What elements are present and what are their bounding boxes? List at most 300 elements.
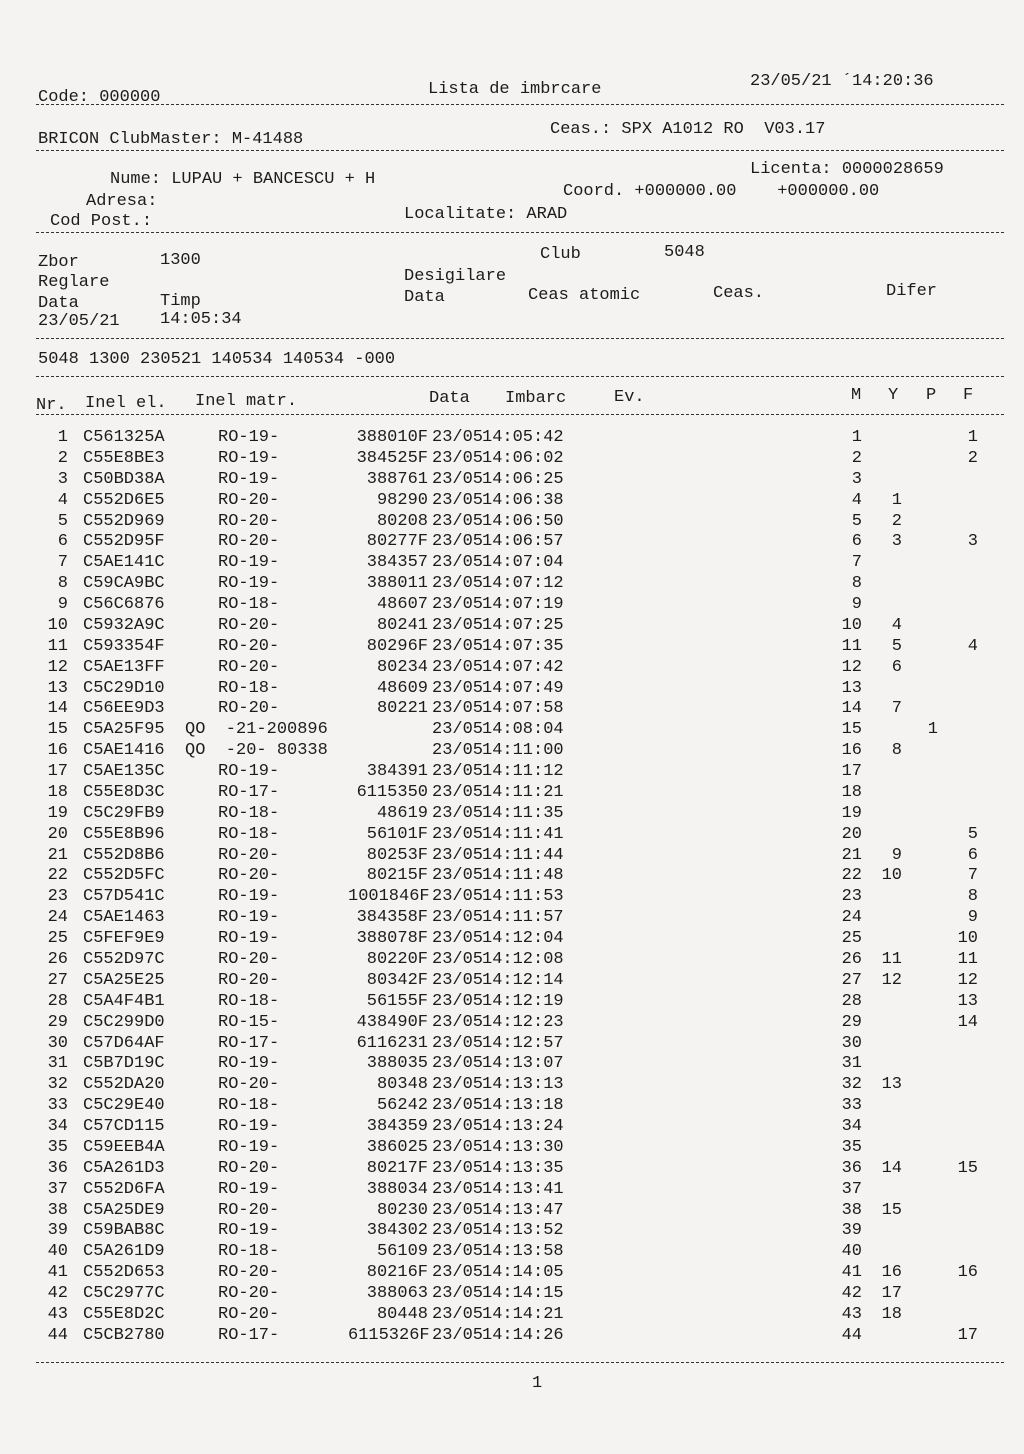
row-nr: 4: [57, 491, 68, 510]
setting-date: 23/05/21: [38, 312, 120, 331]
arrival-date: 23/05: [432, 449, 484, 468]
ring-electronic: C57D541C: [83, 887, 165, 906]
ring-prefix: RO-17-: [218, 1034, 280, 1053]
rank-y: 4: [891, 616, 902, 635]
code: Code: 000000: [38, 88, 161, 107]
arrival-time: 14:07:42: [482, 658, 564, 677]
rank-y: 2: [891, 512, 902, 531]
arrival-date: 23/05: [432, 658, 484, 677]
arrival-time: 14:07:25: [482, 616, 564, 635]
arrival-date: 23/05: [432, 741, 484, 760]
ring-electronic: C5A25E25: [83, 971, 165, 990]
arrival-date: 23/05: [432, 679, 484, 698]
rank-f: 6: [967, 846, 978, 865]
arrival-time: 14:13:24: [482, 1117, 564, 1136]
rank-m: 38: [841, 1201, 862, 1220]
ring-number: 80277F: [366, 532, 428, 551]
row-nr: 16: [47, 741, 68, 760]
divider: [36, 414, 1004, 415]
time-label: Timp: [160, 292, 201, 311]
arrival-date: 23/05: [432, 532, 484, 551]
rank-y: 5: [891, 637, 902, 656]
col-inel-el: Inel el.: [85, 394, 167, 413]
arrival-time: 14:14:05: [482, 1263, 564, 1282]
rank-f: 4: [967, 637, 978, 656]
ring-electronic: C59EEB4A: [83, 1138, 165, 1157]
rank-f: 2: [967, 449, 978, 468]
divider: [36, 232, 1004, 233]
ring-prefix: RO-19-: [218, 1054, 280, 1073]
col-p: P: [926, 386, 937, 405]
ring-electronic: C5CB2780: [83, 1326, 165, 1345]
row-nr: 12: [47, 658, 68, 677]
rank-p: 1: [927, 720, 938, 739]
arrival-time: 14:13:58: [482, 1242, 564, 1261]
arrival-time: 14:05:42: [482, 428, 564, 447]
rank-m: 44: [841, 1326, 862, 1345]
rank-y: 11: [881, 950, 902, 969]
ring-number: 384358F: [356, 908, 428, 927]
arrival-date: 23/05: [432, 616, 484, 635]
rank-f: 1: [967, 428, 978, 447]
arrival-time: 14:13:13: [482, 1075, 564, 1094]
ring-electronic: C552D6E5: [83, 491, 165, 510]
rank-y: 3: [891, 532, 902, 551]
ring-electronic: C552D6FA: [83, 1180, 165, 1199]
ring-prefix: RO-19-: [218, 1117, 280, 1136]
unsealing-date-label: Data: [404, 288, 445, 307]
arrival-date: 23/05: [432, 1263, 484, 1282]
arrival-date: 23/05: [432, 699, 484, 718]
ring-electronic: C5A261D3: [83, 1159, 165, 1178]
ring-prefix: RO-20-: [218, 699, 280, 718]
arrival-date: 23/05: [432, 866, 484, 885]
row-nr: 34: [47, 1117, 68, 1136]
rank-m: 16: [841, 741, 862, 760]
arrival-date: 23/05: [432, 1305, 484, 1324]
row-nr: 36: [47, 1159, 68, 1178]
rank-y: 6: [891, 658, 902, 677]
arrival-date: 23/05: [432, 846, 484, 865]
rank-m: 43: [841, 1305, 862, 1324]
arrival-date: 23/05: [432, 512, 484, 531]
ring-prefix: RO-18-: [218, 595, 280, 614]
ring-prefix: RO-18-: [218, 679, 280, 698]
arrival-time: 14:14:26: [482, 1326, 564, 1345]
arrival-time: 14:07:35: [482, 637, 564, 656]
rank-f: 11: [957, 950, 978, 969]
rank-y: 10: [881, 866, 902, 885]
rank-y: 1: [891, 491, 902, 510]
rank-m: 15: [841, 720, 862, 739]
arrival-date: 23/05: [432, 470, 484, 489]
ring-prefix: RO-19-: [218, 908, 280, 927]
ring-number: 80215F: [366, 866, 428, 885]
ring-number: 386025: [366, 1138, 428, 1157]
arrival-time: 14:11:44: [482, 846, 564, 865]
ring-number: 80296F: [366, 637, 428, 656]
arrival-time: 14:11:41: [482, 825, 564, 844]
arrival-time: 14:11:12: [482, 762, 564, 781]
ring-prefix: RO-19-: [218, 574, 280, 593]
ring-electronic: C5AE1463: [83, 908, 165, 927]
setting-label: Reglare: [38, 273, 110, 292]
ring-electronic: C56C6876: [83, 595, 165, 614]
rank-m: 27: [841, 971, 862, 990]
ring-number: 384525F: [356, 449, 428, 468]
row-nr: 25: [47, 929, 68, 948]
row-nr: 26: [47, 950, 68, 969]
arrival-date: 23/05: [432, 595, 484, 614]
rank-m: 1: [851, 428, 862, 447]
ring-number: 384302: [366, 1221, 428, 1240]
ring-prefix: RO-20-: [218, 846, 280, 865]
ring-prefix: RO-20-: [218, 1075, 280, 1094]
rank-y: 13: [881, 1075, 902, 1094]
row-nr: 31: [47, 1054, 68, 1073]
row-nr: 42: [47, 1284, 68, 1303]
arrival-time: 14:11:53: [482, 887, 564, 906]
arrival-time: 14:14:21: [482, 1305, 564, 1324]
arrival-time: 14:08:04: [482, 720, 564, 739]
row-nr: 7: [57, 553, 68, 572]
row-nr: 21: [47, 846, 68, 865]
rank-m: 13: [841, 679, 862, 698]
rank-y: 8: [891, 741, 902, 760]
address-label: Adresa:: [86, 192, 158, 211]
divider: [36, 104, 1004, 105]
row-nr: 23: [47, 887, 68, 906]
divider: [36, 338, 1004, 339]
arrival-time: 14:14:15: [482, 1284, 564, 1303]
row-nr: 13: [47, 679, 68, 698]
rank-f: 14: [957, 1013, 978, 1032]
arrival-date: 23/05: [432, 1221, 484, 1240]
row-nr: 24: [47, 908, 68, 927]
row-nr: 29: [47, 1013, 68, 1032]
ring-number: 98290: [376, 491, 428, 510]
ring-number: 80230: [376, 1201, 428, 1220]
rank-m: 28: [841, 992, 862, 1011]
rank-y: 18: [881, 1305, 902, 1324]
clock-label: Ceas.: [713, 284, 765, 303]
ring-electronic: C55E8B96: [83, 825, 165, 844]
ring-prefix: QO -20- 80338: [185, 741, 328, 760]
ring-prefix: RO-20-: [218, 512, 280, 531]
ring-prefix: RO-20-: [218, 1305, 280, 1324]
ring-number: 56101F: [366, 825, 428, 844]
row-nr: 37: [47, 1180, 68, 1199]
rank-m: 14: [841, 699, 862, 718]
arrival-date: 23/05: [432, 720, 484, 739]
difference-label: Difer: [886, 282, 938, 301]
ring-prefix: RO-19-: [218, 553, 280, 572]
ring-electronic: C5A4F4B1: [83, 992, 165, 1011]
ring-prefix: RO-18-: [218, 804, 280, 823]
rank-m: 3: [851, 470, 862, 489]
col-y: Y: [888, 386, 899, 405]
rank-f: 7: [967, 866, 978, 885]
ring-prefix: RO-19-: [218, 470, 280, 489]
ring-prefix: RO-17-: [218, 783, 280, 802]
arrival-time: 14:11:35: [482, 804, 564, 823]
row-nr: 10: [47, 616, 68, 635]
rank-m: 37: [841, 1180, 862, 1199]
arrival-date: 23/05: [432, 1138, 484, 1157]
arrival-time: 14:12:08: [482, 950, 564, 969]
arrival-time: 14:13:35: [482, 1159, 564, 1178]
arrival-date: 23/05: [432, 1054, 484, 1073]
ring-electronic: C5C29E40: [83, 1096, 165, 1115]
rank-f: 12: [957, 971, 978, 990]
ring-number: 48607: [376, 595, 428, 614]
ring-number: 6115326F: [348, 1326, 430, 1345]
row-nr: 18: [47, 783, 68, 802]
ring-number: 80241: [376, 616, 428, 635]
ring-prefix: RO-20-: [218, 1201, 280, 1220]
setting-time: 14:05:34: [160, 310, 242, 329]
arrival-date: 23/05: [432, 992, 484, 1011]
rank-y: 12: [881, 971, 902, 990]
row-nr: 15: [47, 720, 68, 739]
atomic-clock-label: Ceas atomic: [528, 286, 641, 305]
rank-m: 11: [841, 637, 862, 656]
rank-f: 3: [967, 532, 978, 551]
row-nr: 32: [47, 1075, 68, 1094]
row-nr: 39: [47, 1221, 68, 1240]
ring-electronic: C552D653: [83, 1263, 165, 1282]
document-title: Lista de imbrcare: [428, 80, 602, 99]
row-nr: 20: [47, 825, 68, 844]
arrival-date: 23/05: [432, 574, 484, 593]
arrival-time: 14:13:47: [482, 1201, 564, 1220]
col-nr: Nr.: [36, 396, 67, 415]
row-nr: 11: [47, 637, 68, 656]
arrival-date: 23/05: [432, 1326, 484, 1345]
ring-prefix: RO-20-: [218, 637, 280, 656]
row-nr: 28: [47, 992, 68, 1011]
arrival-time: 14:06:02: [482, 449, 564, 468]
rank-m: 7: [851, 553, 862, 572]
col-ev: Ev.: [614, 388, 645, 407]
ring-number: 80234: [376, 658, 428, 677]
row-nr: 27: [47, 971, 68, 990]
row-nr: 1: [57, 428, 68, 447]
summary-line: 5048 1300 230521 140534 140534 -000: [38, 350, 396, 369]
rank-y: 7: [891, 699, 902, 718]
clubmaster: BRICON ClubMaster: M-41488: [38, 130, 304, 149]
rank-m: 18: [841, 783, 862, 802]
rank-m: 21: [841, 846, 862, 865]
ring-prefix: RO-20-: [218, 491, 280, 510]
row-nr: 8: [57, 574, 68, 593]
ring-prefix: RO-18-: [218, 1242, 280, 1261]
rank-m: 2: [851, 449, 862, 468]
ring-electronic: C552D95F: [83, 532, 165, 551]
ring-number: 384357: [366, 553, 428, 572]
arrival-date: 23/05: [432, 553, 484, 572]
ring-number: 56109: [376, 1242, 428, 1261]
ring-electronic: C5C29FB9: [83, 804, 165, 823]
ring-number: 6116231: [356, 1034, 428, 1053]
coordinates: Coord. +000000.00 +000000.00: [563, 182, 880, 201]
ring-electronic: C5AE141C: [83, 553, 165, 572]
club-value: 5048: [664, 243, 705, 262]
ring-electronic: C5A261D9: [83, 1242, 165, 1261]
rank-m: 19: [841, 804, 862, 823]
ring-prefix: RO-19-: [218, 428, 280, 447]
rank-m: 6: [851, 532, 862, 551]
row-nr: 41: [47, 1263, 68, 1282]
arrival-time: 14:11:57: [482, 908, 564, 927]
arrival-time: 14:07:58: [482, 699, 564, 718]
ring-prefix: RO-18-: [218, 1096, 280, 1115]
ring-prefix: RO-19-: [218, 1180, 280, 1199]
ring-number: 388011: [366, 574, 428, 593]
arrival-date: 23/05: [432, 1180, 484, 1199]
ring-prefix: RO-19-: [218, 887, 280, 906]
arrival-time: 14:06:57: [482, 532, 564, 551]
arrival-time: 14:12:14: [482, 971, 564, 990]
ring-electronic: C5A25DE9: [83, 1201, 165, 1220]
rank-m: 36: [841, 1159, 862, 1178]
arrival-time: 14:06:50: [482, 512, 564, 531]
ring-number: 80220F: [366, 950, 428, 969]
col-f: F: [963, 386, 974, 405]
flight-value: 1300: [160, 251, 201, 270]
arrival-time: 14:07:19: [482, 595, 564, 614]
ring-electronic: C55E8BE3: [83, 449, 165, 468]
rank-m: 12: [841, 658, 862, 677]
ring-prefix: RO-18-: [218, 992, 280, 1011]
rank-y: 17: [881, 1284, 902, 1303]
rank-y: 16: [881, 1263, 902, 1282]
rank-m: 33: [841, 1096, 862, 1115]
arrival-date: 23/05: [432, 637, 484, 656]
rank-m: 42: [841, 1284, 862, 1303]
col-m: M: [851, 386, 862, 405]
row-nr: 3: [57, 470, 68, 489]
ring-electronic: C593354F: [83, 637, 165, 656]
ring-electronic: C5FEF9E9: [83, 929, 165, 948]
ring-electronic: C5C299D0: [83, 1013, 165, 1032]
rank-y: 14: [881, 1159, 902, 1178]
ring-number: 56242: [376, 1096, 428, 1115]
arrival-date: 23/05: [432, 1013, 484, 1032]
ring-number: 80217F: [366, 1159, 428, 1178]
owner-name: Nume: LUPAU + BANCESCU + H: [110, 170, 376, 189]
unsealing-label: Desigilare: [404, 267, 507, 286]
ring-prefix: RO-20-: [218, 950, 280, 969]
row-nr: 30: [47, 1034, 68, 1053]
row-nr: 6: [57, 532, 68, 551]
ring-prefix: RO-20-: [218, 1159, 280, 1178]
arrival-time: 14:13:30: [482, 1138, 564, 1157]
arrival-time: 14:07:49: [482, 679, 564, 698]
arrival-time: 14:12:57: [482, 1034, 564, 1053]
rank-f: 17: [957, 1326, 978, 1345]
rank-m: 22: [841, 866, 862, 885]
ring-number: 384359: [366, 1117, 428, 1136]
row-nr: 5: [57, 512, 68, 531]
arrival-date: 23/05: [432, 1117, 484, 1136]
arrival-time: 14:06:38: [482, 491, 564, 510]
ring-electronic: C5C2977C: [83, 1284, 165, 1303]
rank-f: 10: [957, 929, 978, 948]
arrival-time: 14:13:41: [482, 1180, 564, 1199]
ring-prefix: RO-20-: [218, 616, 280, 635]
arrival-time: 14:11:48: [482, 866, 564, 885]
divider: [36, 1362, 1004, 1363]
rank-y: 9: [891, 846, 902, 865]
col-data: Data: [429, 389, 470, 408]
ring-prefix: RO-20-: [218, 532, 280, 551]
arrival-date: 23/05: [432, 825, 484, 844]
ring-prefix: RO-19-: [218, 762, 280, 781]
col-inel-matr: Inel matr.: [195, 392, 298, 411]
rank-m: 29: [841, 1013, 862, 1032]
date-label: Data: [38, 294, 79, 313]
rank-m: 39: [841, 1221, 862, 1240]
ring-number: 388761: [366, 470, 428, 489]
ring-electronic: C552D97C: [83, 950, 165, 969]
rank-m: 41: [841, 1263, 862, 1282]
rank-m: 40: [841, 1242, 862, 1261]
row-nr: 40: [47, 1242, 68, 1261]
ring-prefix: QO -21-200896: [185, 720, 328, 739]
divider: [36, 376, 1004, 377]
ring-electronic: C55E8D3C: [83, 783, 165, 802]
arrival-time: 14:13:18: [482, 1096, 564, 1115]
print-datetime: 23/05/21 ´14:20:36: [750, 72, 934, 91]
row-nr: 38: [47, 1201, 68, 1220]
arrival-time: 14:06:25: [482, 470, 564, 489]
rank-f: 8: [967, 887, 978, 906]
ring-prefix: RO-20-: [218, 1284, 280, 1303]
rank-m: 23: [841, 887, 862, 906]
rank-m: 8: [851, 574, 862, 593]
arrival-time: 14:07:12: [482, 574, 564, 593]
ring-electronic: C5A25F95: [83, 720, 165, 739]
ring-number: 56155F: [366, 992, 428, 1011]
clock-info: Ceas.: SPX A1012 RO V03.17: [550, 120, 826, 139]
ring-prefix: RO-17-: [218, 1326, 280, 1345]
ring-number: 80253F: [366, 846, 428, 865]
ring-number: 438490F: [356, 1013, 428, 1032]
ring-electronic: C56EE9D3: [83, 699, 165, 718]
rank-m: 10: [841, 616, 862, 635]
club-label: Club: [540, 245, 581, 264]
ring-electronic: C5AE1416: [83, 741, 165, 760]
arrival-date: 23/05: [432, 491, 484, 510]
ring-prefix: RO-18-: [218, 825, 280, 844]
row-nr: 22: [47, 866, 68, 885]
rank-m: 24: [841, 908, 862, 927]
ring-prefix: RO-20-: [218, 866, 280, 885]
rank-f: 16: [957, 1263, 978, 1282]
ring-electronic: C552D5FC: [83, 866, 165, 885]
ring-prefix: RO-19-: [218, 449, 280, 468]
rank-m: 35: [841, 1138, 862, 1157]
rank-m: 25: [841, 929, 862, 948]
rank-m: 31: [841, 1054, 862, 1073]
arrival-date: 23/05: [432, 1284, 484, 1303]
ring-electronic: C552DA20: [83, 1075, 165, 1094]
rank-m: 26: [841, 950, 862, 969]
ring-prefix: RO-20-: [218, 971, 280, 990]
arrival-date: 23/05: [432, 887, 484, 906]
ring-prefix: RO-19-: [218, 1138, 280, 1157]
